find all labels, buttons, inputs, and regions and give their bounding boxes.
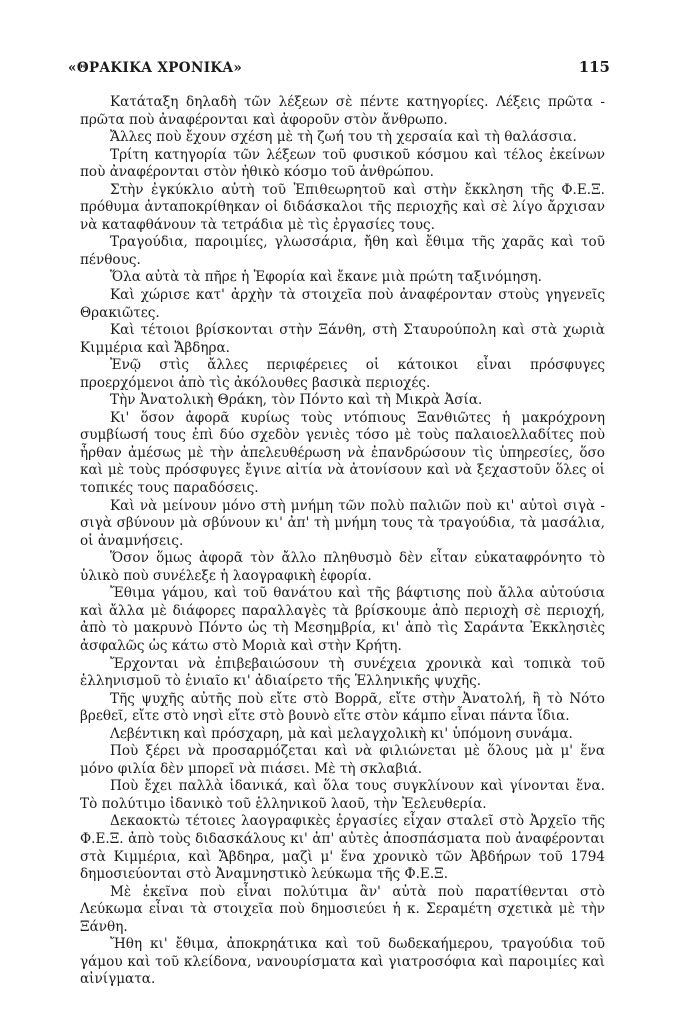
paragraph: Ὅλα αὐτὰ τὰ πῆρε ἡ Ἐφορία καὶ ἔκανε μιὰ πρώτη ταξινόμηση. <box>110 269 542 286</box>
running-title: «ΘΡΑΚΙΚΑ ΧΡΟΝΙΚΑ» <box>68 60 243 76</box>
paragraph: Ὅσον ὅμως ἀφορᾶ τὸν ἄλλο πληθυσμὸ δὲν εἶταν εὐκαταφρόνητο τὸ ὑλικὸ ποὺ συνέλεξε ἡ λαογραφικὴ ἐφορία. <box>80 550 605 584</box>
paragraph: Τὴν Ἀνατολικὴ Θράκη, τὸν Πόντο καὶ τὴ Μικρὰ Ἀσία. <box>110 392 483 409</box>
paragraph: Κατάταξη δηλαδὴ τῶν λέξεων σὲ πέντε κατηγορίες. Λέξεις πρῶτα - πρῶτα ποὺ ἀναφέρονται καὶ ἀφοροῦν στὸν ἄνθρωπο. <box>80 94 605 128</box>
page-header <box>68 58 610 80</box>
paragraph: Ἤθη κι' ἔθιμα, ἀποκρηάτικα καὶ τοῦ δωδεκαήμερου, τραγούδια τοῦ γάμου καὶ τοῦ κλείδονα, νανουρίσματα καὶ γιατροσόφια καὶ παροιμίες καὶ αἰνίγματα. <box>80 936 605 988</box>
paragraph: Ἔρχονται νὰ ἐπιβεβαιώσουν τὴ συνέχεια χρονικὰ καὶ τοπικὰ τοῦ ἑλληνισμοῦ τὸ ἑνιαῖο κι' ἀδιαίρετο τῆς Ἑλληνικῆς ψυχῆς. <box>80 655 605 690</box>
page-number: 115 <box>578 58 610 76</box>
paragraph: Λεβέντικη καὶ πρόσχαρη, μὰ καὶ μελαγχολικὴ κι' ὑπόμονη συνάμα. <box>110 725 573 742</box>
paragraph: Δεκαοκτὼ τέτοιες λαογραφικὲς ἐργασίες εἶχαν σταλεῖ στὸ Ἀρχεῖο τῆς Φ.Ε.Ξ. ἀπὸ τοὺς διδασκάλους κι' ἀπ' αὐτὲς ἀποσπάσματα ποὺ ἀναφέρονται στὰ Κιμμέρια, καὶ Ἄβδηρα, μαζὶ μ' ἕνα χρονικὸ τῶν Ἀβδήρων τοῦ 1794 δημοσιεύονται στὸ Ἀναμνηστικὸ λεύκωμα τῆς Φ.Ε.Ξ. <box>80 813 605 883</box>
paragraph: Τῆς ψυχῆς αὐτῆς ποὺ εἴτε στὸ Βορρᾶ, εἴτε στὴν Ἀνατολή, ἢ τὸ Νότο βρεθεῖ, εἴτε στὸ νησὶ εἴτε στὸ βουνὸ εἴτε στὸν κάμπο εἶναι πάντα ἴδια. <box>80 690 605 725</box>
paragraph: Κι' ὅσον ἀφορᾶ κυρίως τοὺς ντόπιους Ξανθιῶτες ἡ μακρόχρονη συμβίωσή τους ἐπὶ δύο σχεδὸν γενιὲς τόσο μὲ τοὺς παλαιοελλαδίτες ποὺ ἦρθαν ἀμέσως μὲ τὴν ἀπελευθέρωση νὰ ἐπανδρώσουν τὶς ὑπηρεσίες, ὅσο καὶ μὲ τοὺς πρόσφυγες ἔγινε αἰτία νὰ ἀτονίσουν καὶ νὰ ξεχαστοῦν ὅλες οἱ τοπικές τους παραδόσεις. <box>80 409 605 497</box>
paragraph: Στὴν ἐγκύκλιο αὐτὴ τοῦ Ἐπιθεωρητοῦ καὶ στὴν ἔκκληση τῆς Φ.Ε.Ξ. πρόθυμα ἀνταποκρίθηκαν οἱ διδάσκαλοι τῆς περιοχῆς καὶ σὲ λίγο ἄρχισαν νὰ καταφθάνουν τὰ τετράδια μὲ τὶς ἐργασίες τους. <box>80 181 605 233</box>
paragraph: Καὶ χώρισε κατ' ἀρχὴν τὰ στοιχεῖα ποὺ ἀναφέρονταν στοὺς γηγενεῖς Θρακιῶτες. <box>80 287 605 321</box>
body-text <box>80 94 605 989</box>
paragraph: Καὶ τέτοιοι βρίσκονται στὴν Ξάνθη, στὴ Σταυρούπολη καὶ στὰ χωριὰ Κιμμέρια καὶ Ἄβδηρα. <box>80 322 605 356</box>
paragraph: Τρίτη κατηγορία τῶν λέξεων τοῦ φυσικοῦ κόσμου καὶ τέλος ἐκείνων ποὺ ἀναφέρονται στὸν ἠθικὸ κόσμο τοῦ ἀνθρώπου. <box>80 146 605 181</box>
paragraph: Ἄλλες ποὺ ἔχουν σχέση μὲ τὴ ζωή του τὴ χερσαία καὶ τὴ θαλάσσια. <box>110 129 577 146</box>
paragraph: Ποὺ ἔχει παλλὰ ἰδανικά, καὶ ὅλα τους συγκλίνουν καὶ γίνονται ἕνα. Τὸ πολύτιμο ἰδανικὸ τοῦ ἑλληνικοῦ λαοῦ, τὴν Ἐελευθερία. <box>80 778 605 812</box>
paragraph: Ἔθιμα γάμου, καὶ τοῦ θανάτου καὶ τῆς βάφτισης ποὺ ἄλλα αὐτούσια καὶ ἄλλα μὲ διάφορες παραλλαγὲς τὰ βρίσκουμε ἀπὸ περιοχὴ σὲ περιοχή, ἀπὸ τὸ μακρυνὸ Πόντο ὡς τὴ Μεσημβρία, κι' ἀπὸ τὶς Σαράντα Ἐκκλησιὲς ἀσφαλῶς ὡς κάτω στὸ Μοριὰ καὶ στὴν Κρήτη. <box>80 585 605 654</box>
paragraph: Ἐνῷ στὶς ἄλλες περιφέρειες οἱ κάτοικοι εἶναι πρόσφυγες προερχόμενοι ἀπὸ τὶς ἀκόλουθες βασικὰ περιοχές. <box>80 357 605 391</box>
paragraph: Καὶ νὰ μείνουν μόνο στὴ μνήμη τῶν πολὺ παλιῶν ποὺ κι' αὐτοὶ σιγὰ - σιγὰ σβύνουν μὰ σβύνουν κι' ἀπ' τὴ μνήμη τους τὰ τραγούδια, τὰ μασάλια, οἱ ἀναμνήσεις. <box>80 497 605 549</box>
paragraph: Μὲ ἐκεῖνα ποὺ εἶναι πολύτιμα ἂν' αὐτὰ ποὺ παρατίθενται στὸ Λεύκωμα εἶναι τὰ στοιχεῖα ποὺ δημοσιεύει ἡ κ. Σεραμέτη σχετικὰ μὲ τὴν Ξάνθη. <box>80 883 605 935</box>
paragraph: Ποὺ ξέρει νὰ προσαρμόζεται καὶ νὰ φιλιώνεται μὲ ὅλους μὰ μ' ἕνα μόνο φιλία δὲν μπορεῖ νὰ πιάσει. Μὲ τὴ σκλαβιά. <box>80 743 605 777</box>
paragraph: Τραγούδια, παροιμίες, γλωσσάρια, ἤθη καὶ ἔθιμα τῆς χαρᾶς καὶ τοῦ πένθους. <box>80 234 605 268</box>
